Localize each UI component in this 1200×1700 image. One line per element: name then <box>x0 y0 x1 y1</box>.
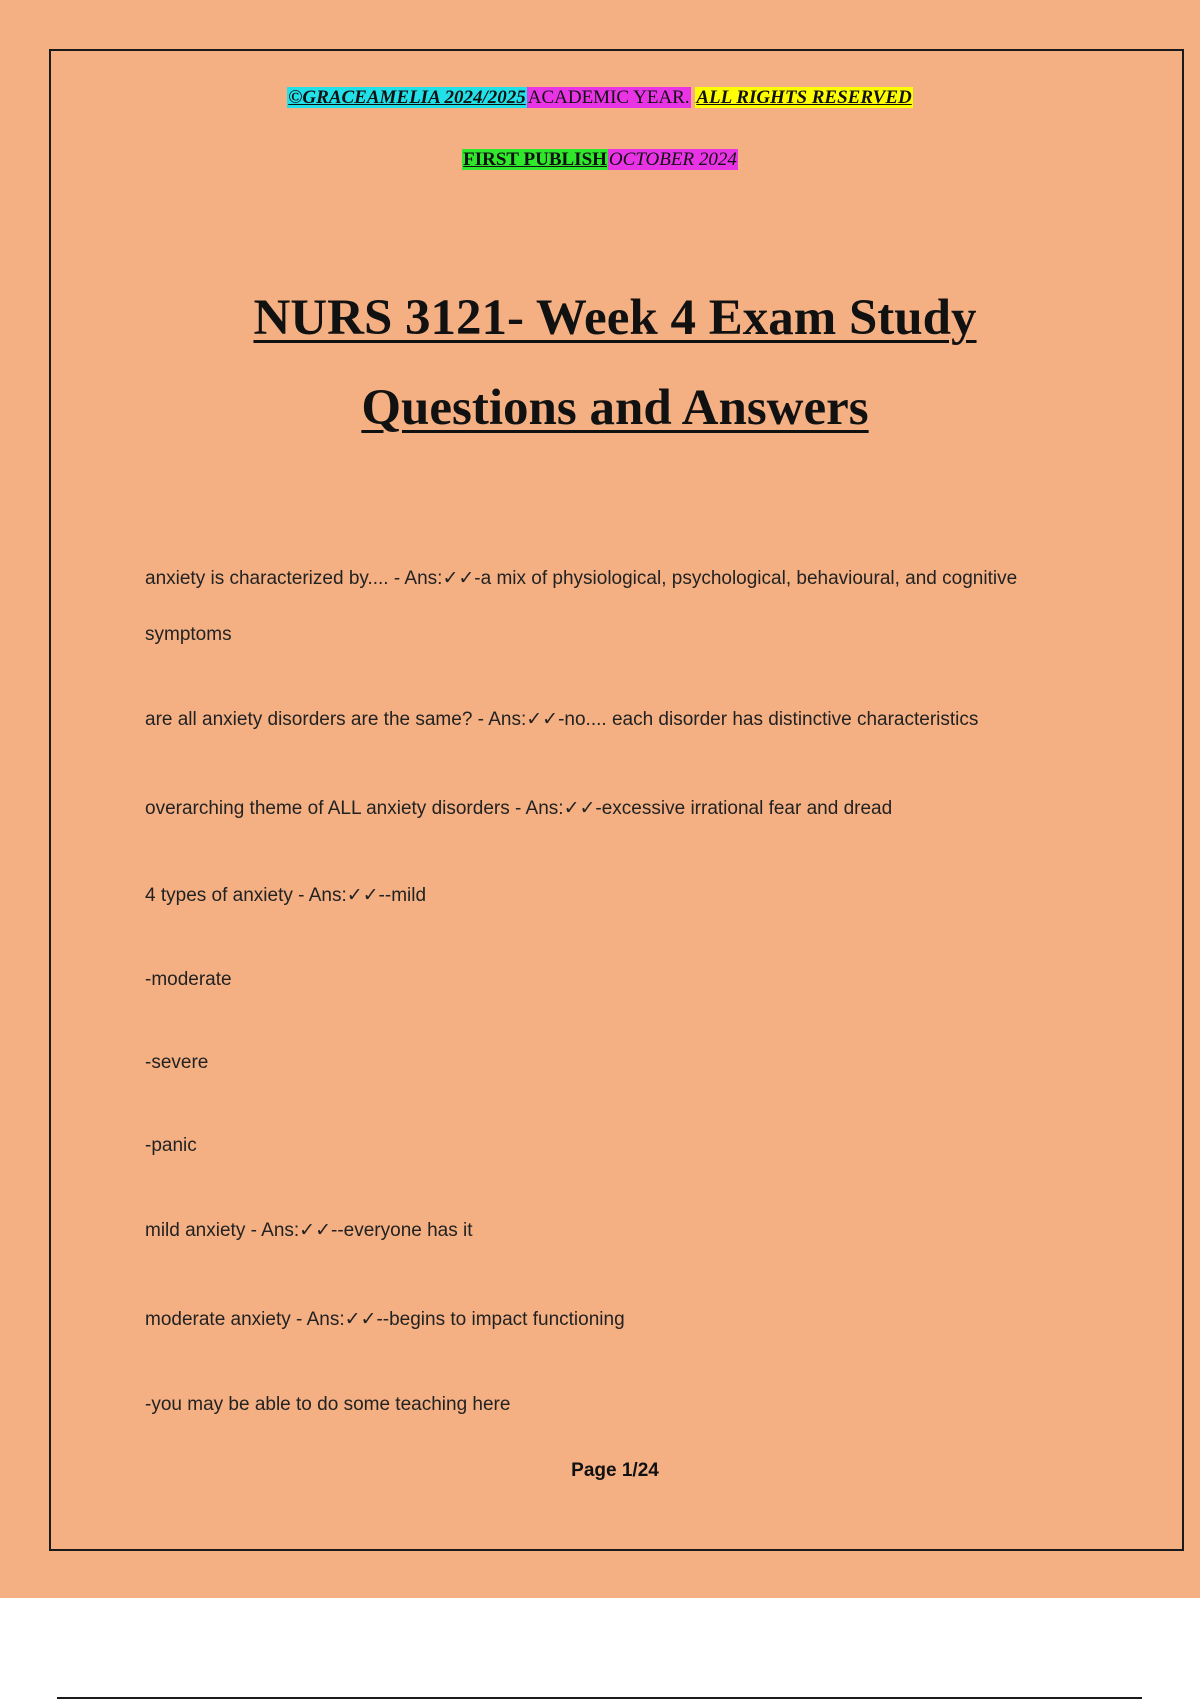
qa-line: symptoms <box>145 624 232 645</box>
qa-line: are all anxiety disorders are the same? - Ans:✓✓-no.... each disorder has distinctive characteristics <box>145 709 979 730</box>
copyright-header <box>0 85 1200 111</box>
first-publish-text: FIRST PUBLISH <box>463 149 607 170</box>
page-number: Page 1/24 <box>571 1460 659 1481</box>
qa-line: moderate anxiety - Ans:✓✓--begins to impact functioning <box>145 1309 625 1330</box>
document-title-line-1: NURS 3121- Week 4 Exam Study <box>253 290 977 346</box>
qa-line: -panic <box>145 1135 197 1156</box>
academic-year-text: ACADEMIC YEAR. <box>527 87 690 108</box>
document-title-line-2: Questions and Answers <box>361 380 869 436</box>
copyright-text: ©GRACEAMELIA 2024/2025 <box>288 87 526 108</box>
publish-header <box>0 147 1200 173</box>
rights-text: ALL RIGHTS RESERVED <box>696 87 912 108</box>
qa-line: anxiety is characterized by.... - Ans:✓✓-a mix of physiological, psychological, behavioural, and cognitive <box>145 568 1018 589</box>
qa-line: 4 types of anxiety - Ans:✓✓--mild <box>145 885 427 906</box>
next-page-rule <box>57 1697 1142 1699</box>
qa-line: -moderate <box>145 969 232 990</box>
qa-line: overarching theme of ALL anxiety disorders - Ans:✓✓-excessive irrational fear and dread <box>145 798 893 819</box>
qa-line: -you may be able to do some teaching here <box>145 1394 511 1415</box>
publish-date-text: OCTOBER 2024 <box>608 149 737 170</box>
qa-line: mild anxiety - Ans:✓✓--everyone has it <box>145 1220 473 1241</box>
qa-line: -severe <box>145 1052 209 1073</box>
